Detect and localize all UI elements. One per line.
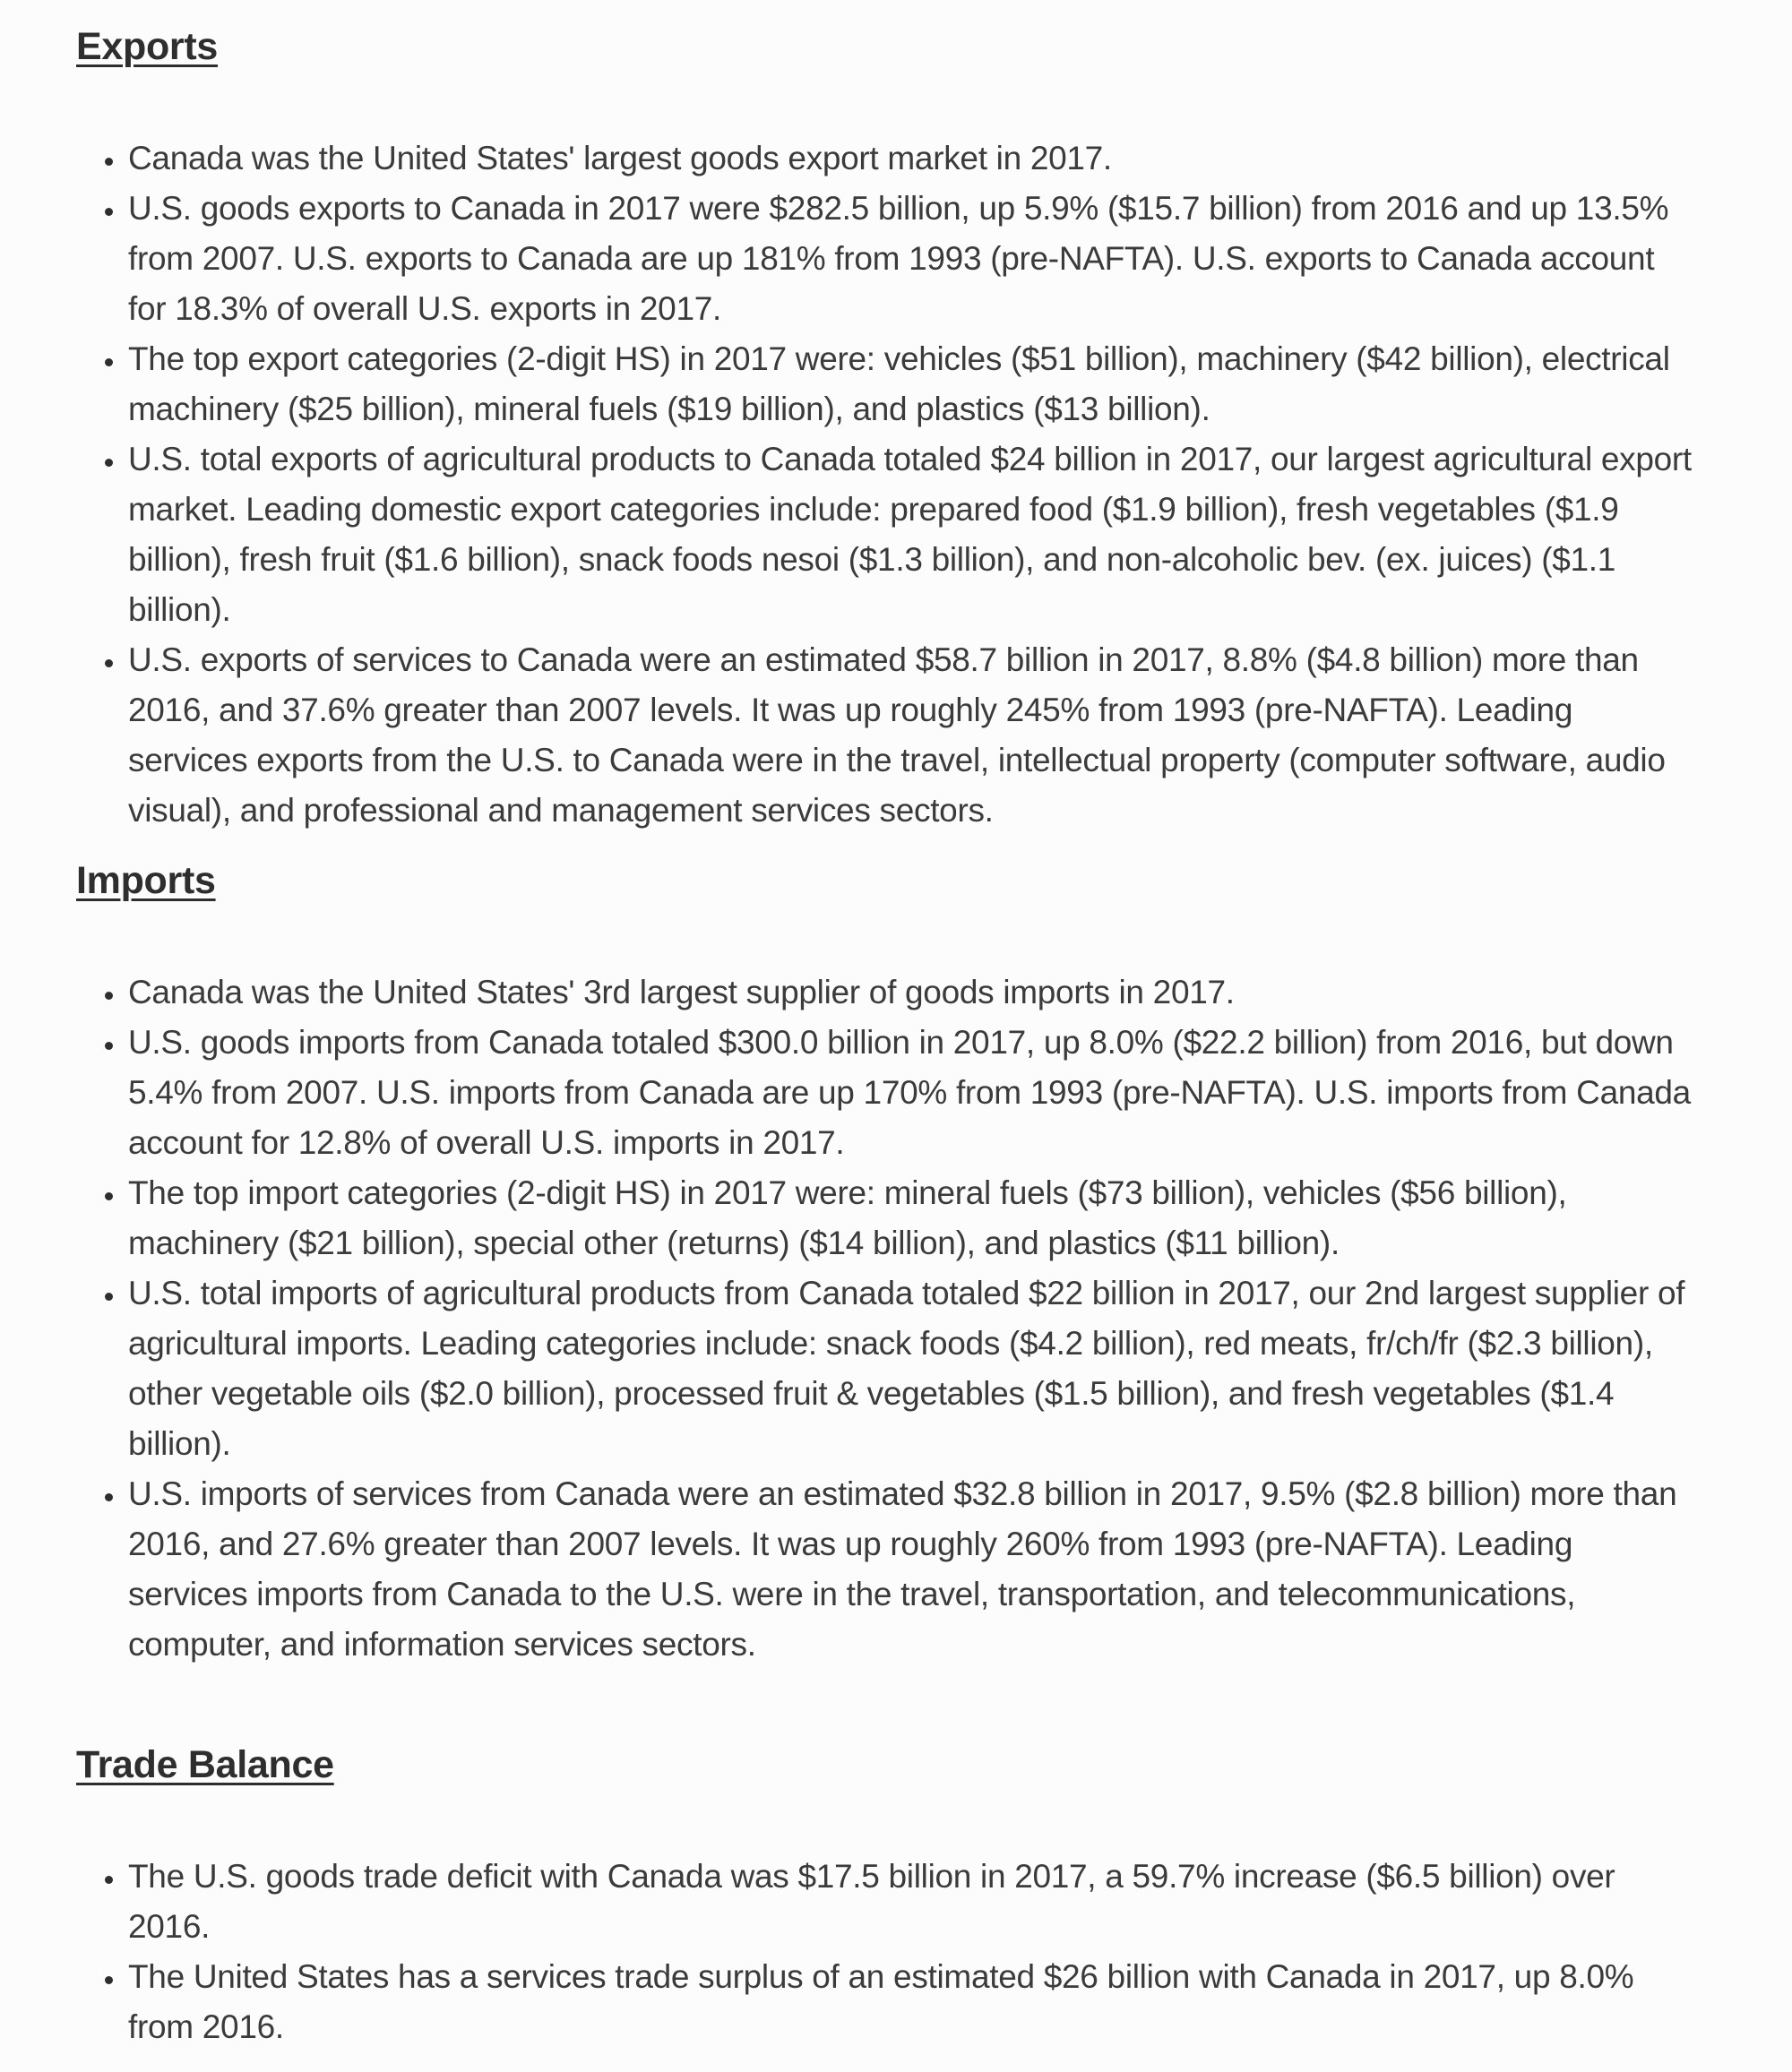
section-trade-balance bbox=[76, 1741, 1692, 2052]
bullet-item: • Canada was the United States' largest goods export market in 2017. bbox=[126, 133, 1692, 184]
bullet-item: • Canada was the United States' 3rd largest supplier of goods imports in 2017. bbox=[126, 967, 1692, 1018]
bullet-item: • U.S. total exports of agricultural products to Canada totaled $24 billion in 2017, our largest agricultural export market. Leading domestic export categories include: prepared food ($1.9 billion), fresh vegetables ($1.9 billion), fresh fruit ($1.6 billion), snack foods nesoi ($1.3 billion), and non-alcoholic bev. (ex. juices) ($1.1 billion). bbox=[126, 434, 1692, 635]
bullet-item: • U.S. total imports of agricultural products from Canada totaled $22 billion in 2017, our 2nd largest supplier of agricultural imports. Leading categories include: snack foods ($4.2 billion), red meats, fr/ch/fr ($2.3 billion), other vegetable oils ($2.0 billion), processed fruit & vegetables ($1.5 billion), and fresh vegetables ($1.4 billion). bbox=[126, 1268, 1692, 1469]
bullet-item: • The United States has a services trade surplus of an estimated $26 billion with Canada in 2017, up 8.0% from 2016. bbox=[126, 1952, 1692, 2052]
bullet-item: • The top export categories (2-digit HS) in 2017 were: vehicles ($51 billion), machinery ($42 billion), electrical machinery ($25 billion), mineral fuels ($19 billion), and plastics ($13 billion). bbox=[126, 334, 1692, 434]
exports-bullet-list bbox=[76, 133, 1692, 836]
section-imports bbox=[76, 857, 1692, 1670]
imports-bullet-list bbox=[76, 967, 1692, 1670]
trade-balance-bullet-list bbox=[76, 1852, 1692, 2052]
bullet-item: • U.S. goods imports from Canada totaled $300.0 billion in 2017, up 8.0% ($22.2 billion) from 2016, but down 5.4% from 2007. U.S. imports from Canada are up 170% from 1993 (pre-NAFTA). U.S. imports from Canada account for 12.8% of overall U.S. imports in 2017. bbox=[126, 1018, 1692, 1168]
section-exports bbox=[76, 23, 1692, 836]
section-heading-exports: Exports bbox=[76, 25, 218, 68]
bullet-item: • The U.S. goods trade deficit with Canada was $17.5 billion in 2017, a 59.7% increase ($6.5 billion) over 2016. bbox=[126, 1852, 1692, 1952]
section-heading-trade-balance: Trade Balance bbox=[76, 1743, 334, 1786]
bullet-item: • U.S. imports of services from Canada were an estimated $32.8 billion in 2017, 9.5% ($2.8 billion) more than 2016, and 27.6% greater than 2007 levels. It was up roughly 260% from 1993 (pre-NAFTA). Leading services imports from Canada to the U.S. were in the travel, transportation, and telecommunications, computer, and information services sectors. bbox=[126, 1469, 1692, 1670]
bullet-item: • U.S. exports of services to Canada were an estimated $58.7 billion in 2017, 8.8% ($4.8 billion) more than 2016, and 37.6% greater than 2007 levels. It was up roughly 245% from 1993 (pre-NAFTA). Leading services exports from the U.S. to Canada were in the travel, intellectual property (computer software, audio visual), and professional and management services sectors. bbox=[126, 635, 1692, 836]
bullet-item: • U.S. goods exports to Canada in 2017 were $282.5 billion, up 5.9% ($15.7 billion) from 2016 and up 13.5% from 2007. U.S. exports to Canada are up 181% from 1993 (pre-NAFTA). U.S. exports to Canada account for 18.3% of overall U.S. exports in 2017. bbox=[126, 184, 1692, 334]
section-heading-imports: Imports bbox=[76, 859, 216, 902]
bullet-item: • The top import categories (2-digit HS) in 2017 were: mineral fuels ($73 billion), vehicles ($56 billion), machinery ($21 billion), special other (returns) ($14 billion), and plastics ($11 billion). bbox=[126, 1168, 1692, 1268]
